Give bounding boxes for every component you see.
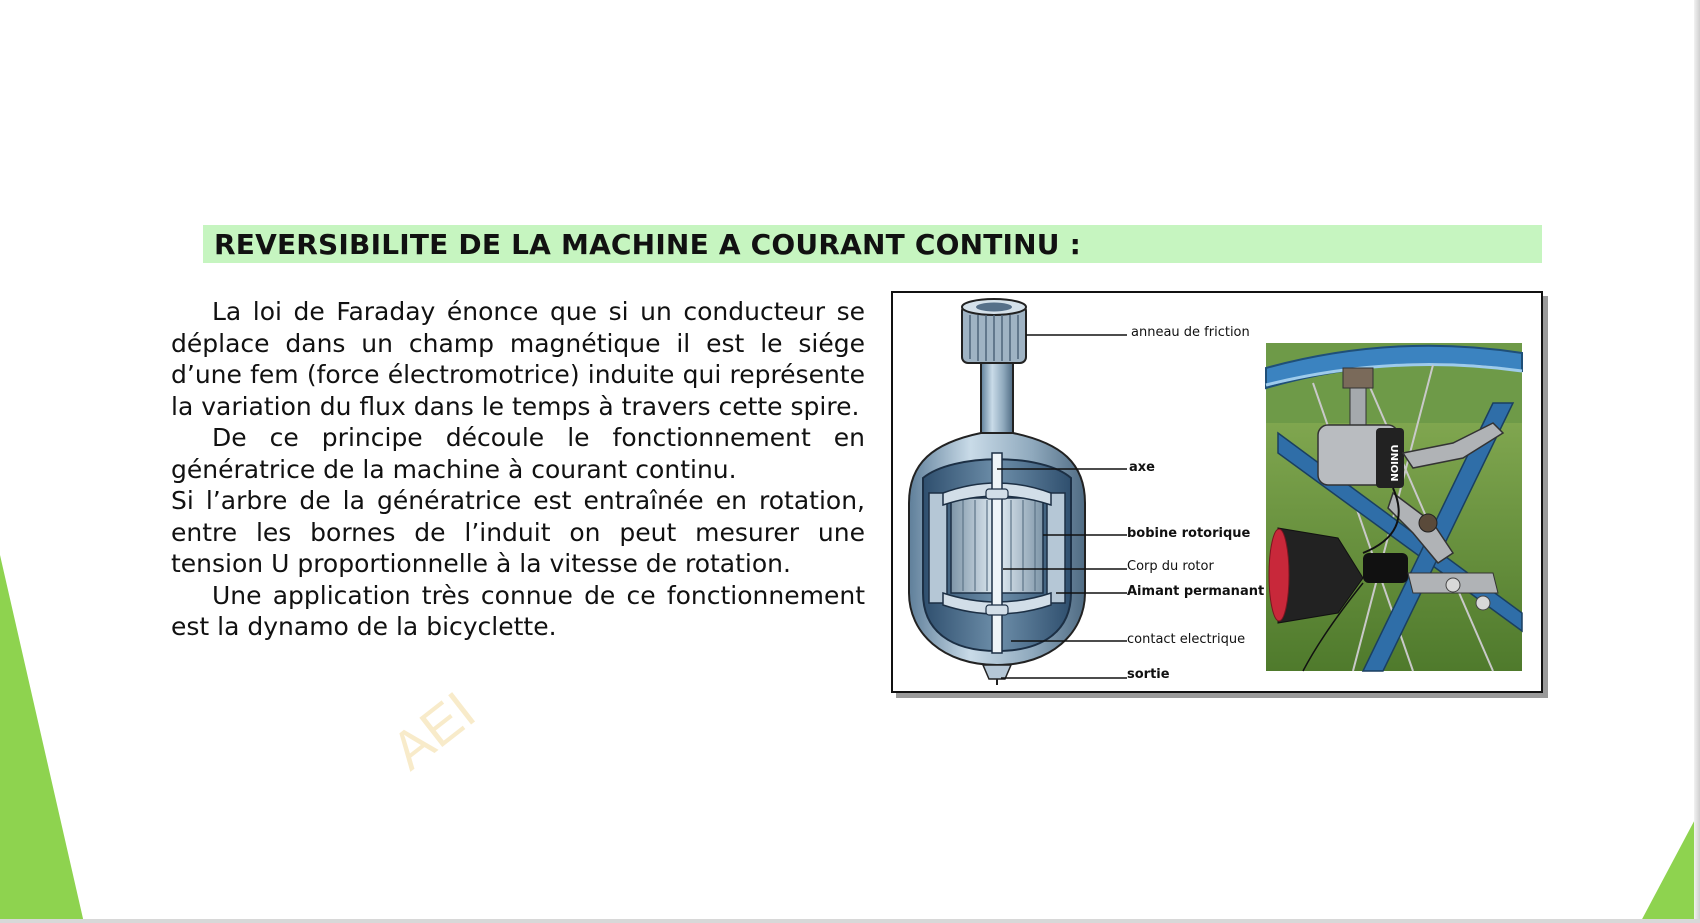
paragraph-principle: De ce principe découle le fonctionnement en génératrice de la machine à courant continu. — [171, 423, 865, 484]
slide-bottom-edge — [0, 919, 1700, 923]
label-output: sortie — [1127, 667, 1170, 682]
label-electric-contact: contact electrique — [1127, 632, 1246, 647]
right-green-triangle — [1640, 810, 1700, 923]
label-rotor-body: Corp du rotor — [1127, 559, 1214, 574]
body-text — [171, 296, 865, 643]
paragraph-generator: Si l’arbre de la génératrice est entraînée en rotation, entre les bornes de l’induit on peut mesurer une tension U proportionnelle à la vitesse de rotation. — [171, 486, 865, 578]
label-rotor-coil: bobine rotorique — [1127, 526, 1251, 541]
paragraph-application: Une application très connue de ce fonctionnement est la dynamo de la bicyclette. — [171, 580, 865, 641]
watermark: AEI — [380, 680, 487, 782]
title-bar — [203, 225, 1542, 263]
slide-right-edge — [1694, 0, 1700, 923]
slide-title: REVERSIBILITE DE LA MACHINE A COURANT CONTINU : — [214, 228, 1082, 261]
paragraph-faraday: La loi de Faraday énonce que si un conducteur se déplace dans un champ magnétique il est le siége d’une fem (force électromotrice) induite qui représente la variation du flux dans le temps à travers cette spire. — [171, 297, 865, 421]
dynamo-figure — [891, 291, 1543, 693]
label-friction-ring: anneau de friction — [1131, 325, 1250, 340]
bicycle-dynamo-photo — [1266, 343, 1522, 671]
label-permanent-magnet: Aimant permanant — [1127, 584, 1265, 599]
left-green-triangle — [0, 555, 84, 923]
label-axis: axe — [1129, 460, 1155, 475]
friction-ring-drawing — [962, 299, 1026, 363]
dynamo-brand: UNION — [1388, 444, 1399, 482]
